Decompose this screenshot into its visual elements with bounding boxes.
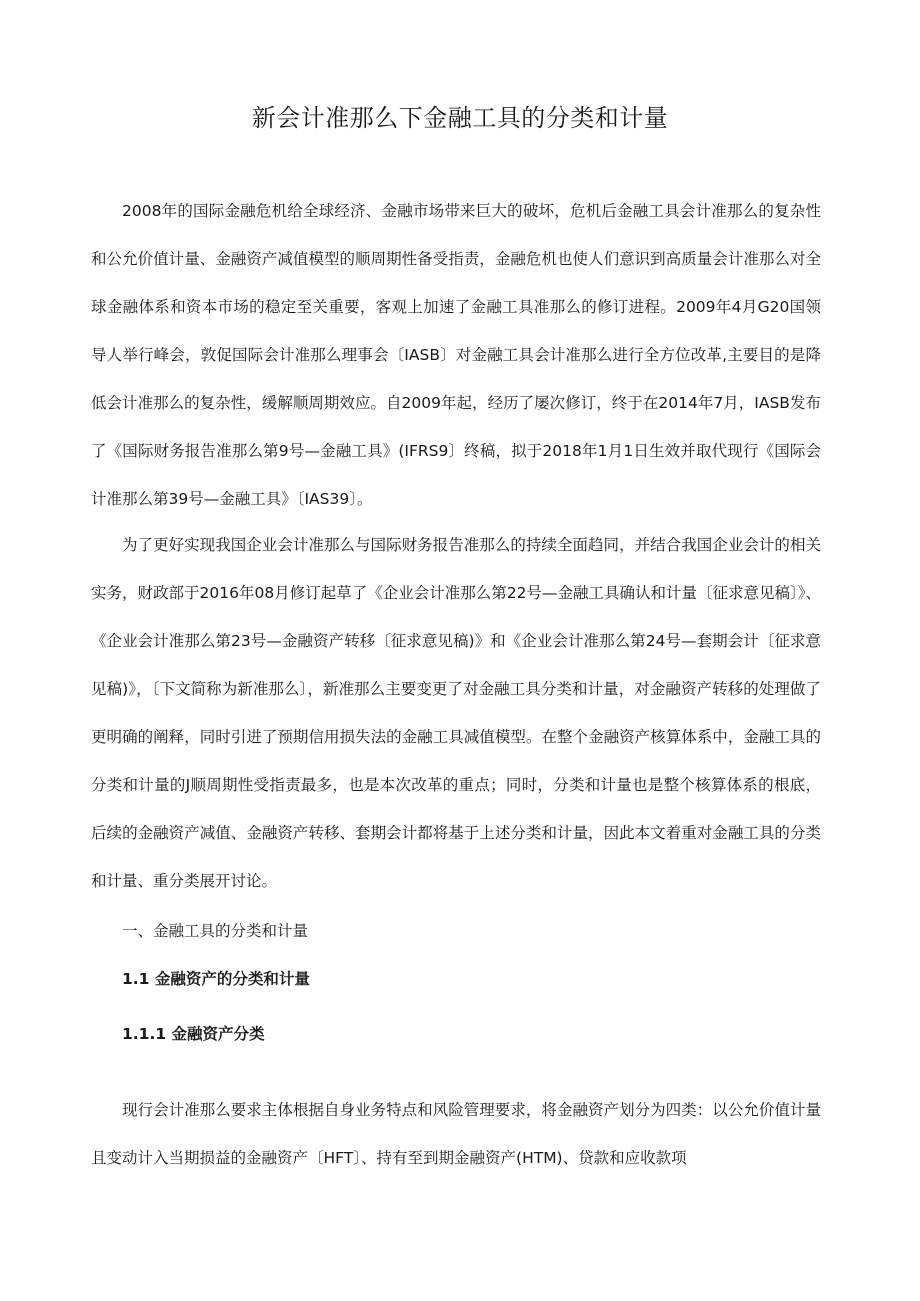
paragraph-intro: 2008年的国际金融危机给全球经济、金融市场带来巨大的破坏，危机后金融工具会计准那么的复杂性和公允价值计量、金融资产减值模型的顺周期性备受指责，金融危机也使人们意识到高质量会计准那么对全球金融体系和资本市场的稳定至关重要，客观上加速了金融工具准那么的修订进程。2009年4月G20国领导人举行峰会，敦促国际会计准那么理事会〔IASB〕对金融工具会计准那么进行全方位改革,主要目的是降低会计准那么的复杂性，缓解顺周期效应。自2009年起，经历了屡次修订，终于在2014年7月，IASB发布了《国际财务报告准那么第9号—金融工具》(IFRS9〕终稿，拟于2018年1月1日生效并取代现行《国际会计准那么第39号—金融工具》〔IAS39〕。 <box>91 202 821 508</box>
section-heading: 一、金融工具的分类和计量 <box>122 922 309 940</box>
document-title: 新会计准那么下金融工具的分类和计量 <box>251 104 669 132</box>
paragraph-classification: 现行会计准那么要求主体根据自身业务特点和风险管理要求，将金融资产划分为四类：以公允价值计量且变动计入当期损益的金融资产〔HFT〕、持有至到期金融资产(HTM)、贷款和应收款项 <box>91 1101 821 1167</box>
paragraph-background: 为了更好实现我国企业会计准那么与国际财务报告准那么的持续全面趋同，并结合我国企业会计的相关实务，财政部于2016年08月修订起草了《企业会计准那么第22号—金融工具确认和计量〔征求意见稿〕》、《企业会计准那么第23号—金融资产转移〔征求意见稿)》和《企业会计准那么第24号—套期会计〔征求意见稿)》，〔下文简称为新准那么〕，新准那么主要变更了对金融工具分类和计量，对金融资产转移的处理做了更明确的阐释，同时引进了预期信用损失法的金融工具减值模型。在整个金融资产核算体系中，金融工具的分类和计量的J顺周期性受指责最多，也是本次改革的重点；同时，分类和计量也是整个核算体系的根底，后续的金融资产减值、金融资产转移、套期会计都将基于上述分类和计量，因此本文着重对金融工具的分类和计量、重分类展开讨论。 <box>91 536 821 890</box>
subsection-heading: 1.1 金融资产的分类和计量 <box>122 970 310 988</box>
subsubsection-heading: 1.1.1 金融资产分类 <box>122 1025 265 1043</box>
